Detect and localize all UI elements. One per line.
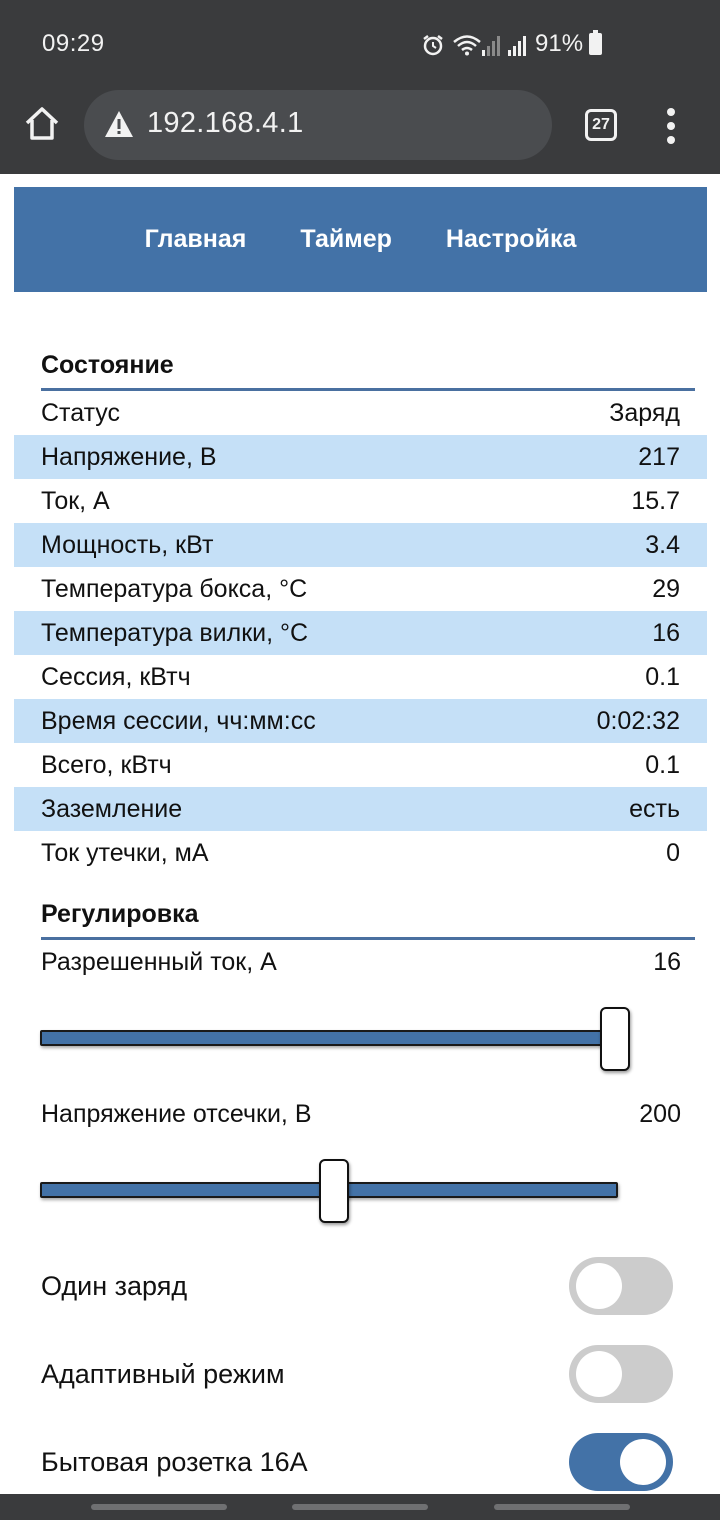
row-label: Время сессии, чч:мм:сс <box>41 706 316 735</box>
state-section-title: Состояние <box>41 351 174 379</box>
household-socket-toggle[interactable] <box>569 1433 673 1491</box>
table-row <box>14 391 707 435</box>
row-value: есть <box>629 794 680 823</box>
table-row <box>14 435 707 479</box>
row-label: Сессия, кВтч <box>41 662 191 691</box>
home-button[interactable] <box>292 1504 428 1510</box>
single-charge-label: Один заряд <box>41 1270 188 1301</box>
table-row <box>14 655 707 699</box>
table-row <box>14 567 707 611</box>
divider <box>41 937 695 940</box>
tab-switcher-button[interactable]: 27 <box>585 109 617 141</box>
adaptive-mode-toggle[interactable] <box>569 1345 673 1403</box>
allowed-current-value: 16 <box>653 948 681 976</box>
home-icon[interactable] <box>22 104 62 144</box>
row-value: 0.1 <box>645 662 680 691</box>
toggle-knob <box>576 1263 622 1309</box>
nav-home[interactable]: Главная <box>144 225 247 253</box>
single-charge-toggle[interactable] <box>569 1257 673 1315</box>
battery-percent: 91% <box>535 30 584 57</box>
table-row <box>14 743 707 787</box>
toggle-row-adaptive-mode <box>41 1344 673 1404</box>
table-row <box>14 831 707 875</box>
row-label: Ток утечки, мА <box>41 838 209 867</box>
row-label: Всего, кВтч <box>41 750 172 779</box>
row-value: Заряд <box>609 398 680 427</box>
cutoff-voltage-value: 200 <box>639 1100 681 1128</box>
nav-timer[interactable]: Таймер <box>300 225 392 253</box>
slider-thumb[interactable] <box>600 1007 630 1071</box>
regulation-section-title: Регулировка <box>41 900 199 928</box>
row-label: Статус <box>41 398 121 427</box>
table-row <box>14 523 707 567</box>
row-label: Ток, А <box>41 486 110 515</box>
main-nav <box>14 187 707 292</box>
row-value: 3.4 <box>645 530 680 559</box>
household-socket-label: Бытовая розетка 16А <box>41 1446 308 1477</box>
slider-thumb[interactable] <box>319 1159 349 1223</box>
table-row <box>14 479 707 523</box>
toggle-knob <box>576 1351 622 1397</box>
row-value: 29 <box>652 574 680 603</box>
signal-icon <box>481 36 501 56</box>
url-text[interactable]: 192.168.4.1 <box>147 107 304 139</box>
signal-icon <box>507 36 527 56</box>
browser-toolbar <box>0 88 720 174</box>
state-table <box>14 391 707 875</box>
overflow-menu-icon[interactable] <box>664 108 678 144</box>
adaptive-mode-label: Адаптивный режим <box>41 1358 285 1389</box>
table-row <box>14 787 707 831</box>
allowed-current-row <box>41 948 681 977</box>
row-value: 16 <box>652 618 680 647</box>
toggle-row-single-charge <box>41 1256 673 1316</box>
row-label: Температура вилки, °C <box>41 618 309 647</box>
recent-apps-button[interactable] <box>91 1504 227 1510</box>
table-row <box>14 699 707 743</box>
system-nav-bar <box>0 1494 720 1520</box>
row-value: 0:02:32 <box>596 706 680 735</box>
row-label: Мощность, кВт <box>41 530 214 559</box>
status-bar <box>0 0 720 88</box>
battery-icon <box>589 33 602 55</box>
table-row <box>14 611 707 655</box>
nav-settings[interactable]: Настройка <box>445 225 577 253</box>
row-value: 0 <box>666 838 680 867</box>
row-label: Заземление <box>41 794 183 823</box>
row-value: 217 <box>638 442 680 471</box>
cutoff-voltage-row <box>41 1100 681 1129</box>
cutoff-voltage-label: Напряжение отсечки, В <box>41 1100 312 1128</box>
toggle-row-household-socket <box>41 1432 673 1492</box>
status-time: 09:29 <box>42 30 105 57</box>
toggle-knob <box>620 1439 666 1485</box>
row-value: 15.7 <box>631 486 680 515</box>
wifi-icon <box>452 34 482 56</box>
row-label: Напряжение, В <box>41 442 217 471</box>
warning-icon[interactable] <box>104 110 134 138</box>
allowed-current-label: Разрешенный ток, А <box>41 948 277 976</box>
allowed-current-slider[interactable] <box>40 1030 618 1046</box>
row-label: Температура бокса, °C <box>41 574 308 603</box>
back-button[interactable] <box>494 1504 630 1510</box>
row-value: 0.1 <box>645 750 680 779</box>
alarm-icon <box>421 33 445 57</box>
